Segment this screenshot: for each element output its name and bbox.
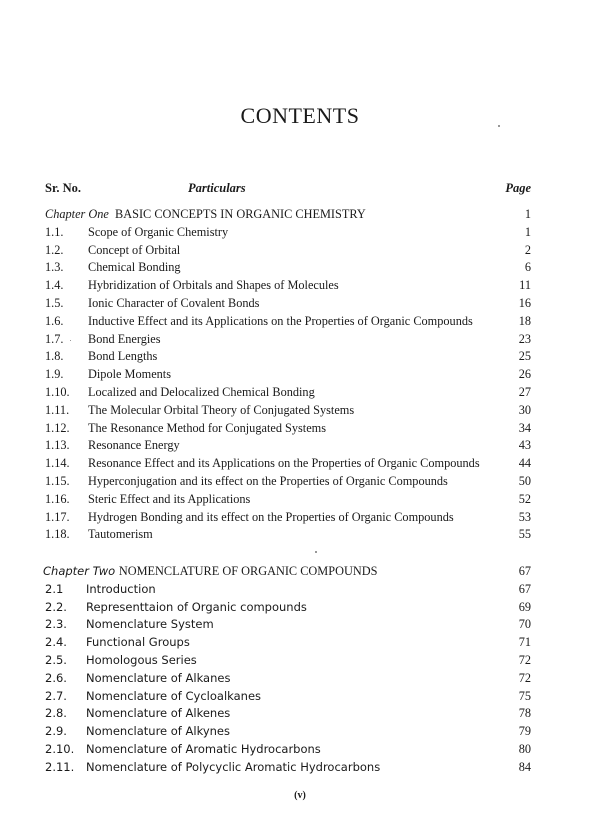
scan-speck bbox=[70, 340, 71, 341]
entry-title: Nomenclature of Alkynes bbox=[86, 724, 230, 739]
entry-number: 2.9. bbox=[45, 724, 67, 739]
entry-page: 27 bbox=[518, 384, 531, 399]
entry-number: 2.10. bbox=[45, 741, 75, 756]
entry-title: Hydrogen Bonding and its effect on the Properties of Organic Compounds bbox=[88, 509, 454, 524]
entry-page: 6 bbox=[524, 260, 531, 275]
entry-title: Resonance Effect and its Applications on the Properties of Organic Compounds bbox=[88, 456, 480, 471]
toc-entry bbox=[45, 420, 531, 438]
column-header-sr-no: Sr. No. bbox=[45, 181, 82, 195]
entry-page: 23 bbox=[518, 331, 531, 346]
column-header-page: Page bbox=[505, 181, 531, 195]
entry-number: 1.9. bbox=[45, 367, 64, 382]
scan-speck bbox=[315, 551, 317, 553]
entry-title: Steric Effect and its Applications bbox=[88, 491, 251, 506]
entry-title: Nomenclature of Alkanes bbox=[86, 670, 231, 685]
toc-entry bbox=[45, 581, 531, 599]
toc-entry bbox=[45, 741, 531, 759]
toc-entry bbox=[45, 652, 531, 670]
scan-speck bbox=[498, 125, 500, 127]
entry-page: 30 bbox=[518, 402, 531, 417]
entry-number: 2.3. bbox=[45, 617, 67, 632]
entry-title: Bond Energies bbox=[88, 331, 161, 346]
toc-entry bbox=[45, 509, 531, 527]
entry-title: Nomenclature of Polycyclic Aromatic Hydrocarbons bbox=[86, 759, 381, 774]
toc-entry bbox=[45, 277, 531, 295]
entry-page: 53 bbox=[518, 509, 531, 524]
chapter-title: NOMENCLATURE OF ORGANIC COMPOUNDS bbox=[118, 564, 378, 578]
entry-page: 70 bbox=[518, 617, 531, 632]
entry-title: Dipole Moments bbox=[88, 367, 171, 382]
chapter-page: 67 bbox=[518, 564, 531, 578]
chapter-heading bbox=[45, 563, 531, 581]
entry-page: 1 bbox=[524, 224, 531, 239]
entry-number: 1.1. bbox=[45, 224, 64, 239]
entry-title: Homologous Series bbox=[86, 652, 197, 667]
toc-entry bbox=[45, 259, 531, 277]
toc-entry bbox=[45, 242, 531, 260]
entry-title: Scope of Organic Chemistry bbox=[88, 224, 229, 239]
entry-number: 1.10. bbox=[45, 384, 70, 399]
toc-entry bbox=[45, 402, 531, 420]
entry-number: 1.11. bbox=[45, 402, 70, 417]
entry-number: 2.11. bbox=[45, 759, 75, 774]
entry-number: 2.6. bbox=[45, 670, 67, 685]
entry-number: 1.3. bbox=[45, 260, 64, 275]
entry-number: 1.16. bbox=[45, 491, 70, 506]
entry-number: 1.18. bbox=[45, 527, 70, 542]
entry-title: Localized and Delocalized Chemical Bonding bbox=[88, 384, 315, 399]
toc-entry bbox=[45, 759, 531, 777]
entry-page: 26 bbox=[518, 367, 531, 382]
toc-entry bbox=[45, 455, 531, 473]
entry-page: 11 bbox=[519, 278, 531, 293]
toc-entry bbox=[45, 437, 531, 455]
toc-entry bbox=[45, 348, 531, 366]
entry-title: Ionic Character of Covalent Bonds bbox=[88, 295, 260, 310]
toc-entry bbox=[45, 224, 531, 242]
entry-page: 71 bbox=[518, 635, 531, 650]
entry-page: 80 bbox=[518, 741, 531, 756]
entry-page: 79 bbox=[518, 724, 531, 739]
entry-title: Hyperconjugation and its effect on the Properties of Organic Compounds bbox=[88, 473, 448, 488]
entry-title: Inductive Effect and its Applications on the Properties of Organic Compounds bbox=[88, 313, 473, 328]
column-header-particulars: Particulars bbox=[188, 181, 246, 195]
entry-page: 72 bbox=[518, 670, 531, 685]
entry-number: 2.1 bbox=[45, 581, 64, 596]
entry-page: 75 bbox=[518, 688, 531, 703]
entry-number: 1.4. bbox=[45, 278, 64, 293]
entry-number: 1.6. bbox=[45, 313, 64, 328]
toc-entry bbox=[45, 599, 531, 617]
entry-page: 72 bbox=[518, 652, 531, 667]
entry-number: 2.4. bbox=[45, 635, 67, 650]
entry-number: 1.15. bbox=[45, 473, 70, 488]
entry-number: 2.2. bbox=[45, 599, 67, 614]
entry-number: 1.7. bbox=[45, 331, 64, 346]
toc-entry bbox=[45, 491, 531, 509]
entry-page: 25 bbox=[518, 349, 531, 364]
toc-entry bbox=[45, 384, 531, 402]
entry-number: 1.8. bbox=[45, 349, 64, 364]
toc-entry bbox=[45, 526, 531, 544]
entry-title: Hybridization of Orbitals and Shapes of Molecules bbox=[88, 278, 339, 293]
entry-page: 84 bbox=[518, 759, 531, 774]
entry-page: 18 bbox=[518, 313, 531, 328]
toc-entry bbox=[45, 705, 531, 723]
chapter-lead: Chapter Two bbox=[43, 564, 116, 578]
entry-page: 16 bbox=[518, 295, 531, 310]
entry-title: Resonance Energy bbox=[88, 438, 180, 453]
toc-entry bbox=[45, 634, 531, 652]
entry-title: The Molecular Orbital Theory of Conjugated Systems bbox=[88, 402, 355, 417]
entry-page: 55 bbox=[518, 527, 531, 542]
entry-page: 69 bbox=[518, 599, 531, 614]
entry-number: 1.2. bbox=[45, 242, 64, 257]
entry-title: Chemical Bonding bbox=[88, 260, 181, 275]
entry-title: Nomenclature of Alkenes bbox=[86, 706, 231, 721]
chapter-page: 1 bbox=[524, 207, 531, 221]
toc-entry bbox=[45, 688, 531, 706]
entry-title: Nomenclature of Aromatic Hydrocarbons bbox=[86, 741, 321, 756]
entry-title: Nomenclature of Cycloalkanes bbox=[86, 688, 262, 703]
toc-entry bbox=[45, 616, 531, 634]
entry-page: 67 bbox=[518, 581, 531, 596]
entry-page: 43 bbox=[518, 438, 531, 453]
entry-title: Functional Groups bbox=[86, 635, 190, 650]
page-number: (v) bbox=[294, 790, 306, 801]
page-title: CONTENTS bbox=[240, 103, 360, 128]
entry-number: 1.14. bbox=[45, 456, 70, 471]
toc-entry bbox=[45, 670, 531, 688]
entry-page: 34 bbox=[518, 420, 531, 435]
entry-title: Concept of Orbital bbox=[88, 242, 181, 257]
chapter-lead: Chapter One bbox=[45, 207, 109, 221]
entry-number: 2.7. bbox=[45, 688, 67, 703]
chapter-two-section bbox=[45, 563, 531, 777]
chapter-title: BASIC CONCEPTS IN ORGANIC CHEMISTRY bbox=[115, 207, 366, 221]
entry-title: The Resonance Method for Conjugated Systems bbox=[88, 420, 327, 435]
entry-title: Introduction bbox=[86, 581, 156, 596]
toc-entry bbox=[45, 366, 531, 384]
toc-entry bbox=[45, 723, 531, 741]
entry-number: 2.8. bbox=[45, 706, 67, 721]
entry-page: 50 bbox=[518, 473, 531, 488]
toc-entry bbox=[45, 473, 531, 491]
entry-number: 2.5. bbox=[45, 652, 67, 667]
entry-page: 52 bbox=[518, 491, 531, 506]
entry-title: Tautomerism bbox=[88, 527, 153, 542]
entry-number: 1.17. bbox=[45, 509, 70, 524]
entry-number: 1.5. bbox=[45, 295, 64, 310]
entry-number: 1.12. bbox=[45, 420, 70, 435]
entry-title: Nomenclature System bbox=[86, 617, 214, 632]
toc-entry bbox=[45, 313, 531, 331]
chapter-one-section bbox=[45, 206, 531, 544]
entry-number: 1.13. bbox=[45, 438, 70, 453]
entry-page: 78 bbox=[518, 706, 531, 721]
toc-entry bbox=[45, 331, 531, 349]
entry-page: 2 bbox=[524, 242, 531, 257]
entry-page: 44 bbox=[518, 456, 531, 471]
toc-entry bbox=[45, 295, 531, 313]
entry-title: Representtaion of Organic compounds bbox=[86, 599, 307, 614]
chapter-heading bbox=[45, 206, 531, 224]
entry-title: Bond Lengths bbox=[88, 349, 158, 364]
